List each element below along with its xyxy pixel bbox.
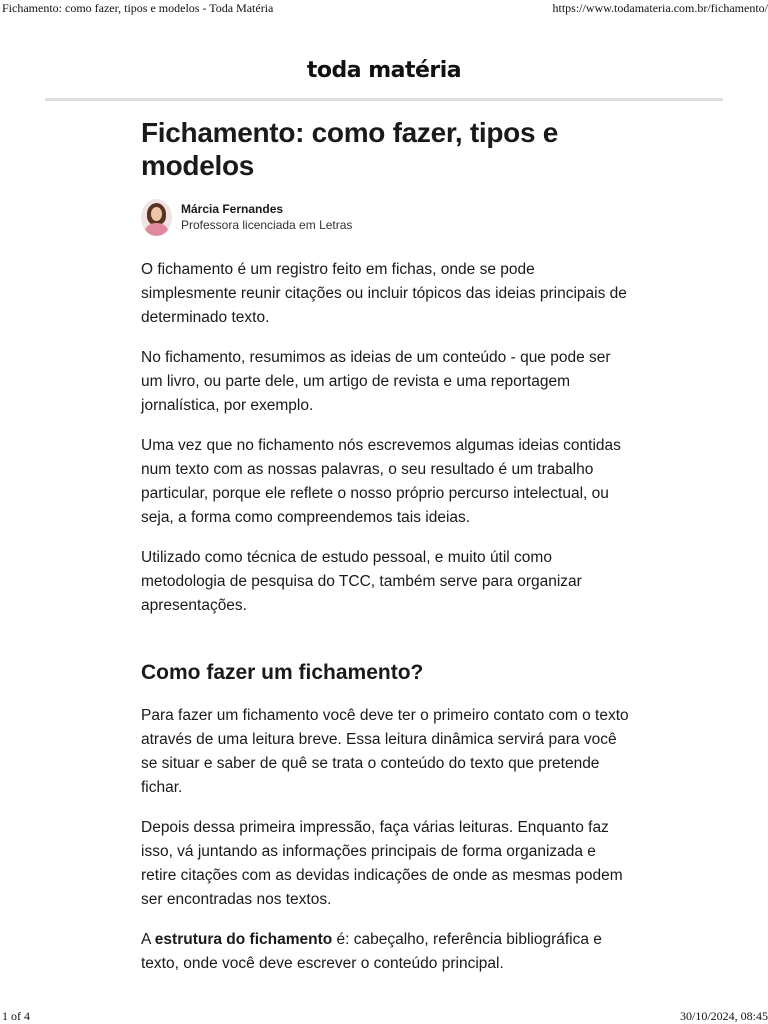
author-name[interactable]: Márcia Fernandes [181, 202, 284, 216]
print-page-url: https://www.todamateria.com.br/fichamento/ [552, 1, 768, 15]
author-avatar[interactable] [141, 199, 172, 236]
paragraph: Utilizado como técnica de estudo pessoal, e muito útil como metodologia de pesquisa do TCC, também serve para organizar apresentações. [141, 549, 582, 614]
print-header [0, 0, 768, 16]
article-title: Fichamento: como fazer, tipos e modelos [141, 117, 559, 181]
article [141, 116, 631, 976]
structure-bold-term: estrutura do fichamento [154, 931, 333, 948]
structure-paragraph [141, 928, 631, 976]
section-heading: Como fazer um fichamento? [141, 661, 424, 684]
print-page-title: Fichamento: como fazer, tipos e modelos - Toda Matéria [2, 1, 274, 15]
print-footer [0, 1008, 768, 1024]
structure-suffix: é: cabeçalho, referência bibliográfica e texto, onde você deve escrever o conteúdo principal. [141, 931, 602, 972]
paragraph: No fichamento, resumimos as ideias de um conteúdo - que pode ser um livro, ou parte dele, um artigo de revista e uma reportagem jornalística, por exemplo. [141, 349, 611, 414]
paragraph: Depois dessa primeira impressão, faça várias leituras. Enquanto faz isso, vá juntando as informações principais de forma organizada e retire citações com as devidas indicações de onde as mesmas podem ser encontradas nos textos. [141, 819, 623, 908]
print-datetime: 30/10/2024, 08:45 [679, 1009, 768, 1023]
site-logo[interactable]: toda matéria [306, 58, 462, 83]
header-divider [45, 98, 723, 101]
paragraph: O fichamento é um registro feito em fichas, onde se pode simplesmente reunir citações ou incluir tópicos das ideias principais de determinado texto. [141, 261, 627, 326]
paragraph: Uma vez que no fichamento nós escrevemos algumas ideias contidas num texto com as nossas palavras, o seu resultado é um trabalho particular, porque ele reflete o nosso próprio percurso intelectual, ou seja, a forma como compreendemos tais ideias. [141, 437, 621, 526]
structure-prefix: A [141, 931, 155, 948]
author-block [141, 197, 631, 237]
paragraph: Para fazer um fichamento você deve ter o primeiro contato com o texto através de uma leitura breve. Essa leitura dinâmica servirá para você se situar e saber de quê se trata o conteúdo do texto que pretende fichar. [141, 707, 629, 796]
author-role: Professora licenciada em Letras [181, 218, 353, 232]
print-page-number: 1 of 4 [2, 1009, 30, 1023]
